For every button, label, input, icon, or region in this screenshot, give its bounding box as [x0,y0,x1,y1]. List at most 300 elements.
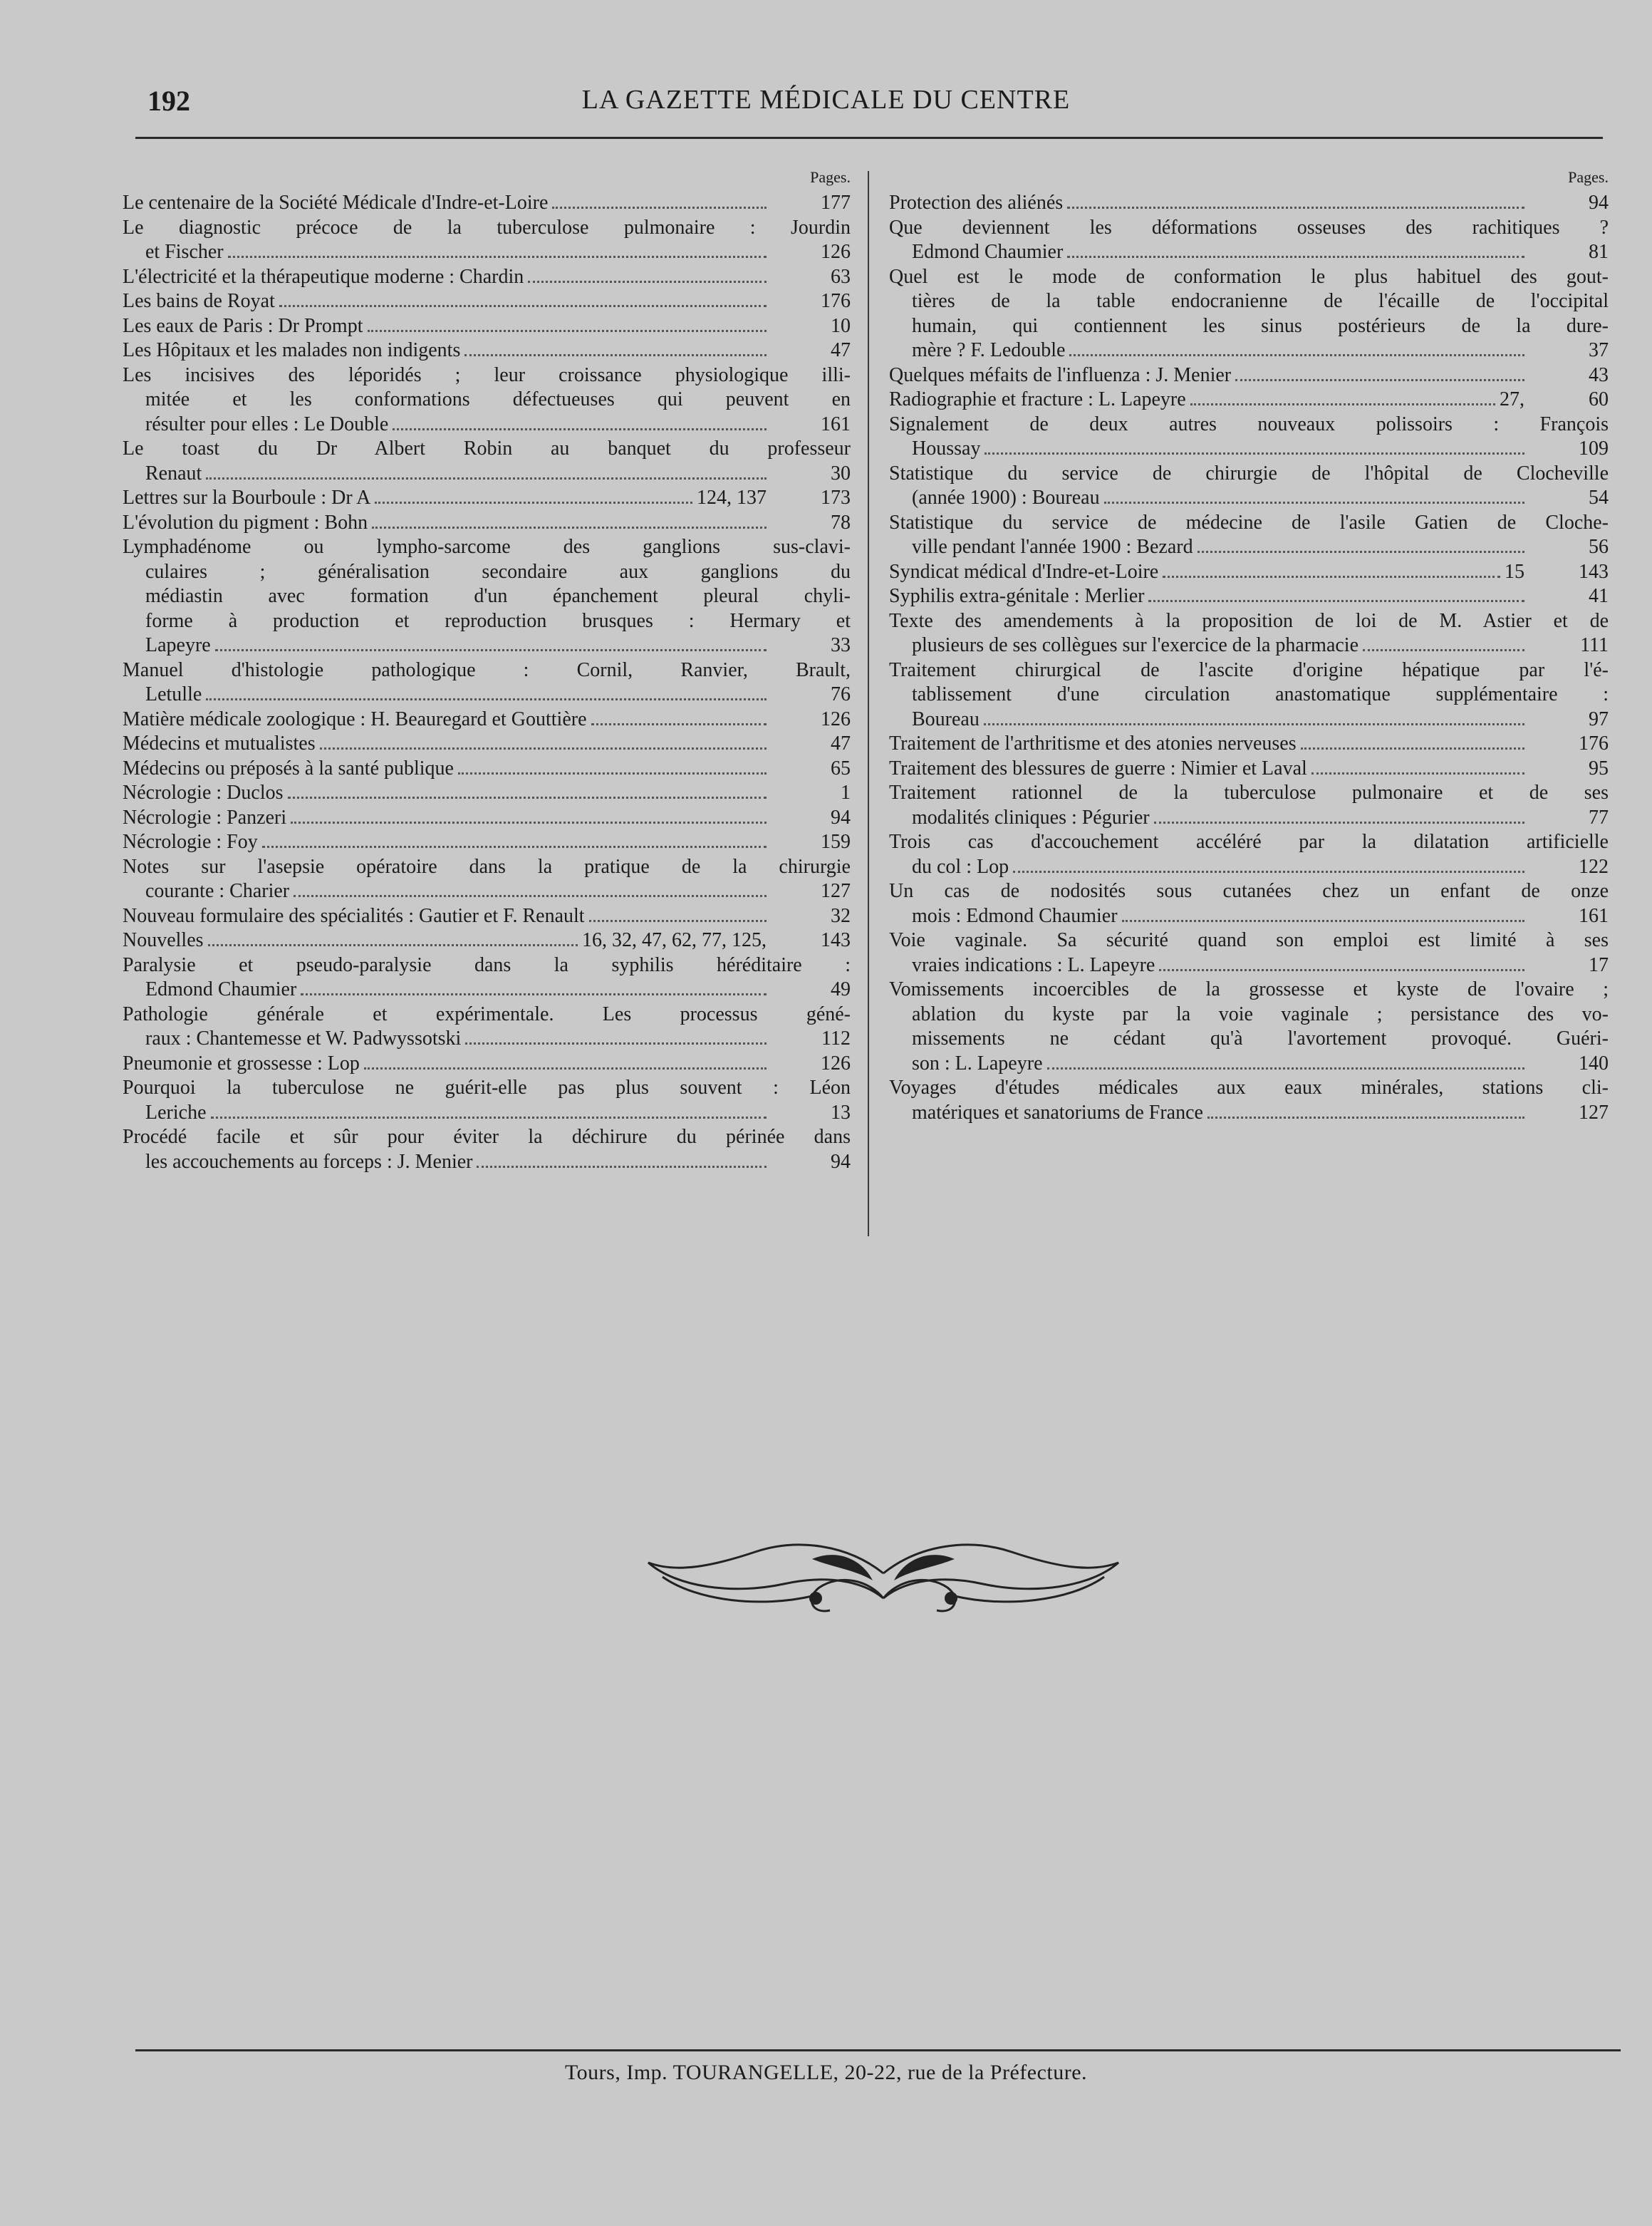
index-entry-line [123,314,851,339]
dot-leader [1067,256,1524,258]
entry-title-text: Que deviennent les déformations osseuses des rachitiques ? [889,216,1609,239]
entry-title-text: modalités cliniques : Pégurier [912,806,1150,829]
page-number-ref: 63 [831,265,851,288]
entry-title-text: ablation du kyste par la voie vaginale ; persistance des vo- [912,1003,1609,1025]
entry-title-text: Les eaux de Paris : Dr Prompt [123,314,363,337]
entry-title-text: L'évolution du pigment : Bohn [123,511,368,534]
index-entry-line [123,658,851,683]
journal-title: LA GAZETTE MÉDICALE DU CENTRE [581,85,1071,115]
page-number-ref: 60 [1589,388,1609,410]
page-number-ref: 161 [1579,904,1609,927]
index-entry-line [889,1101,1609,1126]
index-entry-line [123,978,851,1003]
dot-leader [528,281,767,283]
page-number: 192 [147,85,190,117]
index-entry [123,289,851,314]
index-entry-line [123,757,851,782]
page-number-ref: 94 [831,1150,851,1173]
page-number-ref: 127 [821,880,851,902]
entry-title-text: Les bains de Royat [123,290,275,312]
entry-title-text: mère ? F. Ledouble [912,339,1066,361]
index-entry-line [123,289,851,314]
dot-leader [1159,969,1524,971]
index-entry [123,757,851,782]
dot-leader [211,1117,767,1119]
dot-leader [208,944,578,946]
entry-title-text: missements ne cédant qu'à l'avortement provoqué. Guéri- [912,1027,1609,1050]
dot-leader [1013,871,1524,873]
index-entry-line [123,928,851,953]
entry-title-text: mitée et les conformations défectueuses qui peuvent en [145,388,851,410]
index-entry-line [123,437,851,462]
index-entry-line [889,535,1609,560]
entry-title-text: résulter pour elles : Le Double [145,413,389,435]
page-number-ref: 41 [1589,585,1609,607]
dot-leader [279,305,767,307]
page-number-ref: 143 [821,929,851,951]
dot-leader [465,1042,767,1045]
index-entry-line [889,855,1609,880]
index-entry [123,830,851,855]
dot-leader [320,747,767,750]
index-entry [123,216,851,265]
index-entry-line [123,216,851,241]
index-entry [123,265,851,290]
index-entry [889,830,1609,879]
index-entry-line [889,830,1609,855]
index-entry-line [123,584,851,609]
dot-leader [1047,1067,1525,1070]
index-entry-line [123,781,851,806]
index-entry [889,609,1609,658]
index-entry [889,879,1609,928]
entry-title-text: Pourquoi la tuberculose ne guérit-elle pas plus souvent : Léon [123,1077,851,1099]
entry-title-text: courante : Charier [145,880,290,902]
index-entry [123,928,851,953]
dot-leader [985,452,1524,455]
index-entry [123,658,851,708]
index-entry-line [889,708,1609,732]
entry-title-text: Lapeyre [145,634,211,656]
page-number-ref: 143 [1579,560,1609,583]
index-entry-line [889,658,1609,683]
page-number-ref: 97 [1589,708,1609,730]
index-entry-line [123,879,851,904]
index-entry-line [889,265,1609,290]
page-number-ref: 94 [1589,192,1609,214]
entry-title-text: Le toast du Dr Albert Robin au banquet du professeur [123,438,851,460]
dot-leader [1069,354,1524,356]
index-entry-line [889,363,1609,388]
entry-title-text: Un cas de nodosités sous cutanées chez un enfant de onze [889,880,1609,902]
page-number-ref: 47 [831,732,851,755]
index-entry-line [889,732,1609,757]
entry-title-text: Lymphadénome ou lympho-sarcome des ganglions sus-clavi- [123,536,851,558]
dot-leader [301,993,767,995]
entry-title-text: son : L. Lapeyre [912,1052,1043,1075]
header-rule [135,137,1603,139]
page-number-ref: 95 [1589,757,1609,780]
index-entry [889,732,1609,757]
index-entry-line [123,633,851,658]
entry-title-text: Médecins et mutualistes [123,732,316,755]
entry-title-text: Trois cas d'accouchement accéléré par la dilatation artificielle [889,831,1609,853]
index-entry-line [889,191,1609,216]
page-number-ref: 126 [821,708,851,730]
index-entry [123,191,851,216]
additional-page-numbers: 27, [1500,388,1524,410]
entry-title-text: Les incisives des léporidés ; leur croissance physiologique illi- [123,363,851,386]
entry-title-text: L'électricité et la thérapeutique moderne : Chardin [123,265,524,288]
dot-leader [552,207,767,209]
dot-leader [589,920,767,922]
index-entry-line [889,879,1609,904]
index-entry-line [123,683,851,708]
dot-leader [1067,207,1524,209]
page-number-ref: 109 [1579,438,1609,460]
entry-title-text: ville pendant l'année 1900 : Bezard [912,536,1193,558]
page-number-ref: 81 [1589,241,1609,263]
index-entry-line [123,413,851,438]
index-entry [889,757,1609,782]
index-entry [123,781,851,806]
index-entry [123,855,851,904]
entry-title-text: forme à production et reproduction brusques : Hermary et [145,609,851,632]
index-entry-line [889,462,1609,487]
index-entry [889,216,1609,265]
dot-leader [372,527,767,529]
entry-title-text: humain, qui contiennent les sinus postérieurs de la dure- [912,314,1609,337]
index-entry-line [123,830,851,855]
index-entry-line [123,265,851,290]
entry-title-text: les accouchements au forceps : J. Menier [145,1150,473,1173]
dot-leader [458,772,767,775]
index-entry-line [123,708,851,732]
index-column-left [123,164,851,1174]
entry-title-text: Paralysie et pseudo-paralysie dans la syphilis héréditaire : [123,953,851,976]
page-number-ref: 177 [821,192,851,214]
index-entry-line [889,1052,1609,1077]
index-entry [889,265,1609,363]
entry-title-text: Matière médicale zoologique : H. Beauregard et Gouttière [123,708,587,730]
index-entry-line [889,781,1609,806]
dot-leader [1311,772,1524,775]
index-entry-line [889,928,1609,953]
index-entry [123,953,851,1003]
dot-leader [477,1166,767,1168]
index-entries [123,191,851,1174]
index-entry [889,584,1609,609]
index-entry-line [123,1150,851,1175]
entry-title-text: mois : Edmond Chaumier [912,904,1118,927]
dot-leader [1235,379,1524,381]
index-entry-line [889,289,1609,314]
entry-title-text: Radiographie et fracture : L. Lapeyre [889,388,1186,410]
entry-title-text: Signalement de deux autres nouveaux polissoirs : François [889,413,1609,435]
entry-title-text: Nécrologie : Panzeri [123,806,287,829]
index-entry [889,511,1609,560]
entry-title-text: tablissement d'une circulation anastomatique supplémentaire : [912,683,1609,705]
footer-rule [135,2049,1621,2051]
dot-leader [1122,920,1524,922]
index-entry [123,1003,851,1052]
entry-title-text: et Fischer [145,241,224,263]
index-entry [889,363,1609,388]
page-number-ref: 122 [1579,855,1609,878]
entry-title-text: Le centenaire de la Société Médicale d'Indre-et-Loire [123,192,549,214]
entry-title-text: Syndicat médical d'Indre-et-Loire [889,560,1159,583]
entry-title-text: plusieurs de ses collègues sur l'exercice de la pharmacie [912,634,1359,656]
dot-leader [262,846,767,848]
dot-leader [206,698,767,700]
index-entry-line [889,314,1609,339]
entry-title-text: Edmond Chaumier [912,241,1064,263]
entry-title-text: Statistique du service de médecine de l'asile Gatien de Cloche- [889,511,1609,534]
page-number-ref: 49 [831,978,851,1000]
index-entry-line [123,388,851,413]
page-number-ref: 176 [821,290,851,312]
entry-title-text: Pathologie générale et expérimentale. Les processus géné- [123,1003,851,1025]
index-entry-line [889,1003,1609,1027]
page-number-ref: 17 [1589,953,1609,976]
index-entry [889,1076,1609,1125]
index-entry [123,708,851,732]
index-entry-line [889,338,1609,363]
entry-title-text: Traitement rationnel de la tuberculose pulmonaire et de ses [889,782,1609,804]
entry-title-text: Edmond Chaumier [145,978,297,1000]
entry-title-text: Médecins ou préposés à la santé publique [123,757,454,780]
index-entry [123,511,851,536]
index-entry-line [889,511,1609,536]
index-entry-line [123,806,851,831]
entry-title-text: Syphilis extra-génitale : Merlier [889,585,1145,607]
page-number-ref: 47 [831,339,851,361]
entry-title-text: Texte des amendements à la proposition de loi de M. Astier et de [889,609,1609,632]
page-number-ref: 159 [821,831,851,853]
page-number-ref: 30 [831,462,851,485]
index-entry-line [889,388,1609,413]
dot-leader [1148,600,1524,602]
index-entry [123,363,851,438]
additional-page-numbers: 15 [1505,560,1524,583]
index-entry [123,904,851,929]
index-entry-line [889,560,1609,585]
entry-title-text: Nécrologie : Foy [123,831,258,853]
printer-imprint: Tours, Imp. TOURANGELLE, 20-22, rue de la Préfecture. [564,2061,1088,2084]
index-entry-line [889,1076,1609,1101]
dot-leader [288,797,767,799]
index-entry-line [123,1125,851,1150]
entry-title-text: Nouveau formulaire des spécialités : Gautier et F. Renault [123,904,585,927]
index-entry-line [123,732,851,757]
page-number-ref: 173 [821,487,851,509]
index-entry-line [889,1027,1609,1052]
entry-title-text: Boureau [912,708,980,730]
entry-title-text: Protection des aliénés [889,192,1064,214]
dot-leader [1163,576,1500,578]
index-entry [889,978,1609,1076]
page-number-ref: 37 [1589,339,1609,361]
entry-title-text: (année 1900) : Boureau [912,487,1100,509]
entry-title-text: Procédé facile et sûr pour éviter la déchirure du périnée dans [123,1126,851,1148]
entry-title-text: matériques et sanatoriums de France [912,1101,1203,1124]
column-divider [868,171,869,1236]
index-entry [889,928,1609,978]
page-number-ref: 112 [821,1027,851,1050]
dot-leader [364,1067,767,1070]
index-entry-line [123,240,851,265]
entry-title-text: Houssay [912,438,981,460]
index-entry-line [123,855,851,880]
page-number-ref: 126 [821,1052,851,1075]
entry-title-text: Lettres sur la Bourboule : Dr A [123,487,371,509]
entry-title-text: Renaut [145,462,202,485]
index-entry-line [123,363,851,388]
index-entries [889,191,1609,1125]
entry-title-text: Voyages d'études médicales aux eaux minérales, stations cli- [889,1077,1609,1099]
dot-leader [1198,551,1524,553]
dot-leader [228,256,767,258]
entry-title-text: Notes sur l'asepsie opératoire dans la pratique de la chirurgie [123,855,851,878]
index-entry [123,732,851,757]
index-entry-line [123,1076,851,1101]
entry-title-text: Traitement de l'arthritisme et des atonies nerveuses [889,732,1297,755]
page-number-ref: 127 [1579,1101,1609,1124]
page-number-ref: 33 [831,634,851,656]
page-number-ref: 111 [1580,634,1609,656]
index-entry-line [123,462,851,487]
dot-leader [464,354,767,356]
entry-title-text: Pneumonie et grossesse : Lop [123,1052,360,1075]
index-entry-line [889,584,1609,609]
index-entry-line [123,953,851,978]
page-number-ref: 176 [1579,732,1609,755]
entry-title-text: tières de la table endocranienne de l'écaille de l'occipital [912,290,1609,312]
entry-title-text: vraies indications : L. Lapeyre [912,953,1155,976]
index-entry-line [889,486,1609,511]
index-entry [123,806,851,831]
index-entry-line [889,806,1609,831]
entry-title-text: Letulle [145,683,202,705]
index-entry [123,338,851,363]
index-entry [889,413,1609,462]
index-entry-line [889,216,1609,241]
index-entry-line [123,609,851,634]
dot-leader [984,723,1524,725]
page-number-ref: 54 [1589,487,1609,509]
page-number-ref: 161 [821,413,851,435]
index-column-right [889,164,1609,1125]
entry-title-text: Voie vaginale. Sa sécurité quand son emploi est limité à ses [889,929,1609,951]
entry-title-text: Traitement des blessures de guerre : Nimier et Laval [889,757,1307,780]
index-entry-line [123,535,851,560]
page-number-ref: 10 [831,314,851,337]
page-number-ref: 77 [1589,806,1609,829]
entry-title-text: culaires ; généralisation secondaire aux ganglions du [145,560,851,583]
page-number-ref: 140 [1579,1052,1609,1075]
entry-title-text: Le diagnostic précoce de la tuberculose pulmonaire : Jourdin [123,216,851,239]
index-entry-line [123,1052,851,1077]
index-entry-line [889,904,1609,929]
page-number-ref: 13 [831,1101,851,1124]
entry-title-text: Les Hôpitaux et les malades non indigents [123,339,461,361]
index-entry [889,191,1609,216]
pages-label: Pages. [1568,168,1609,186]
index-entry [123,1052,851,1077]
dot-leader [1154,822,1524,824]
dot-leader [375,502,692,504]
index-entry [123,535,851,658]
page-number-ref: 32 [831,904,851,927]
entry-title-text: médiastin avec formation d'un épanchement pleural chyli- [145,585,851,607]
index-entry-line [123,904,851,929]
index-entry-line [123,1101,851,1126]
dot-leader [1190,403,1495,405]
page-number-ref: 56 [1589,536,1609,558]
page-number-ref: 94 [831,806,851,829]
index-entry [123,486,851,511]
page-number-ref: 76 [831,683,851,705]
index-entry-line [889,757,1609,782]
index-entry-line [123,338,851,363]
index-entry [889,781,1609,830]
index-entry-line [123,486,851,511]
dot-leader [215,649,767,651]
flourish-ornament-icon [634,1531,1133,1623]
index-entry [889,560,1609,585]
entry-title-text: Manuel d'histologie pathologique : Cornil, Ranvier, Brault, [123,658,851,681]
entry-title-text: Vomissements incoercibles de la grossesse et kyste de l'ovaire ; [889,978,1609,1000]
additional-page-numbers: 124, 137 [697,487,767,509]
additional-page-numbers: 16, 32, 47, 62, 77, 125, [582,929,767,951]
dot-leader [1104,502,1524,504]
entry-title-text: raux : Chantemesse et W. Padwyssotski [145,1027,462,1050]
index-entry [123,1076,851,1125]
dot-leader [591,723,767,725]
dot-leader [293,895,767,897]
index-entry-line [889,683,1609,708]
index-entry [889,658,1609,732]
index-entry [123,314,851,339]
index-entry [123,1125,851,1174]
index-entry-line [123,560,851,585]
index-entry-line [889,413,1609,438]
pages-label: Pages. [810,168,851,186]
index-entry-line [889,953,1609,978]
dot-leader [206,477,767,480]
entry-title-text: Quel est le mode de conformation le plus habituel des gout- [889,265,1609,288]
index-entry [889,388,1609,413]
entry-title-text: Quelques méfaits de l'influenza : J. Menier [889,363,1232,386]
entry-title-text: du col : Lop [912,855,1009,878]
dot-leader [1363,649,1524,651]
index-entry-line [123,511,851,536]
index-entry-line [123,1003,851,1027]
page-number-ref: 78 [831,511,851,534]
index-entry-line [889,978,1609,1003]
index-entry [889,462,1609,511]
dot-leader [393,428,767,430]
dot-leader [1301,747,1524,750]
dot-leader [368,330,767,332]
entry-title-text: Nouvelles [123,929,204,951]
index-entry-line [889,609,1609,634]
index-entry-line [889,437,1609,462]
index-entry [123,437,851,486]
entry-title-text: Leriche [145,1101,207,1124]
index-entry-line [123,1027,851,1052]
page-number-ref: 65 [831,757,851,780]
